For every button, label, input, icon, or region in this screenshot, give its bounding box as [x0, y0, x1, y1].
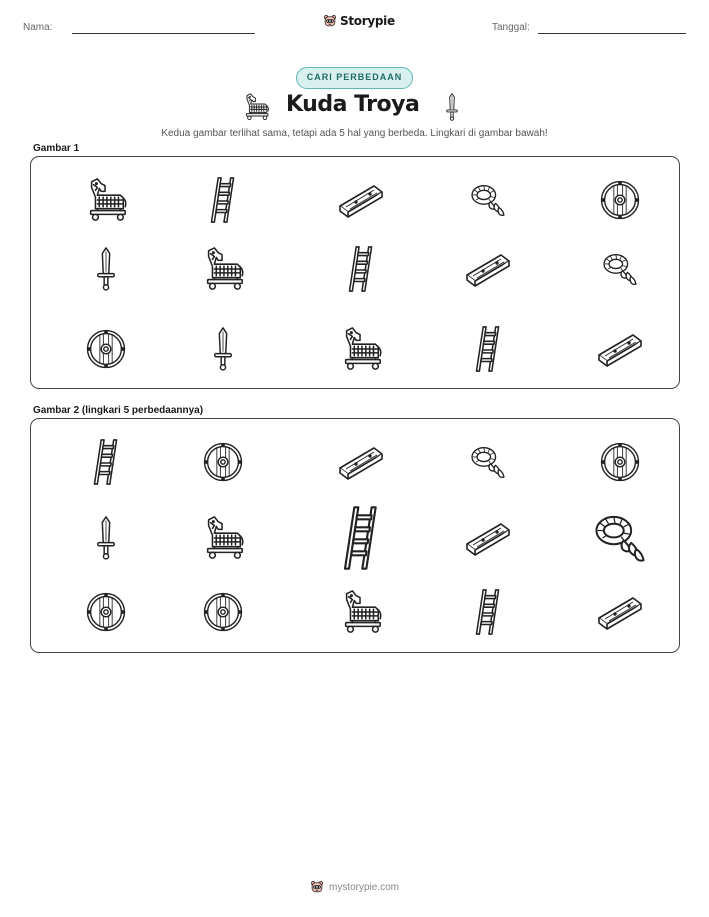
shield-icon [201, 440, 245, 484]
page-title: Kuda Troya [286, 92, 420, 117]
trojan-horse-icon [199, 245, 247, 293]
ladder-icon [341, 502, 381, 574]
footer-url[interactable]: mystorypie.com [328, 881, 399, 893]
ladder-icon [346, 245, 376, 293]
mascot-icon [310, 880, 324, 894]
panel2-item-r3-c3[interactable] [326, 577, 396, 647]
panel2-item-r3-c5[interactable] [585, 577, 655, 647]
panel1-item-r1-c1 [71, 165, 141, 235]
worksheet-header [0, 14, 709, 44]
mascot-icon [323, 14, 337, 28]
wooden-plank-icon [463, 518, 513, 558]
panel1-item-r2-c1 [71, 234, 141, 304]
shield-icon [84, 327, 128, 371]
shield-icon [598, 440, 642, 484]
name-label: Nama: [23, 22, 53, 33]
sword-icon [95, 514, 117, 562]
trojan-horse-icon [337, 325, 385, 373]
panel2-item-r2-c3[interactable] [326, 503, 396, 573]
instructions: Kedua gambar terlihat sama, tetapi ada 5 hal yang berbeda. Lingkari di gambar bawah! [161, 128, 548, 139]
sword-icon [95, 245, 117, 293]
rope-icon [589, 510, 651, 566]
date-field-line[interactable] [538, 33, 686, 34]
sword-icon [445, 92, 459, 122]
panel1-item-r3-c2 [188, 314, 258, 384]
ladder-icon [91, 438, 121, 486]
trojan-horse-icon [82, 176, 130, 224]
wooden-plank-icon [595, 592, 645, 632]
trojan-horse-icon [337, 588, 385, 636]
panel1-item-r2-c2 [188, 234, 258, 304]
wooden-plank-icon [336, 442, 386, 482]
brand-logo [323, 14, 395, 28]
panel2-item-r1-c5[interactable] [585, 427, 655, 497]
brand-name: Storypie [340, 14, 395, 28]
date-label: Tanggal: [492, 22, 530, 33]
panel2-label: Gambar 2 (lingkari 5 perbedaannya) [33, 405, 204, 416]
panel2-item-r1-c4[interactable] [453, 427, 523, 497]
panel1-item-r1-c3 [326, 165, 396, 235]
panel2-item-r3-c1[interactable] [71, 577, 141, 647]
wooden-plank-icon [336, 180, 386, 220]
picture-1-panel [30, 156, 680, 389]
panel2-item-r3-c2[interactable] [188, 577, 258, 647]
wooden-plank-icon [463, 249, 513, 289]
panel1-item-r1-c4 [453, 165, 523, 235]
panel1-item-r2-c3 [326, 234, 396, 304]
title-row [0, 92, 709, 124]
trojan-horse-icon [241, 92, 271, 122]
footer [0, 880, 709, 894]
rope-icon [467, 443, 509, 481]
name-field-line[interactable] [72, 33, 255, 34]
panel1-item-r3-c1 [71, 314, 141, 384]
ladder-icon [473, 325, 503, 373]
panel1-label: Gambar 1 [33, 143, 80, 154]
picture-2-panel [30, 418, 680, 653]
panel2-item-r3-c4[interactable] [453, 577, 523, 647]
panel2-item-r1-c3[interactable] [326, 427, 396, 497]
rope-icon [467, 181, 509, 219]
trojan-horse-icon [199, 514, 247, 562]
panel1-item-r1-c2 [188, 165, 258, 235]
shield-icon [598, 178, 642, 222]
ladder-icon [208, 176, 238, 224]
wooden-plank-icon [595, 329, 645, 369]
panel1-item-r3-c4 [453, 314, 523, 384]
ladder-icon [473, 588, 503, 636]
panel1-item-r1-c5 [585, 165, 655, 235]
panel1-item-r3-c5 [585, 314, 655, 384]
panel1-item-r3-c3 [326, 314, 396, 384]
sword-icon [212, 325, 234, 373]
panel2-item-r2-c4[interactable] [453, 503, 523, 573]
panel2-item-r2-c5[interactable] [585, 503, 655, 573]
panel1-item-r2-c5 [585, 234, 655, 304]
activity-badge: CARI PERBEDAAN [296, 67, 413, 89]
shield-icon [201, 590, 245, 634]
rope-icon [599, 250, 641, 288]
panel1-item-r2-c4 [453, 234, 523, 304]
panel2-item-r2-c1[interactable] [71, 503, 141, 573]
panel2-item-r1-c1[interactable] [71, 427, 141, 497]
shield-icon [84, 590, 128, 634]
panel2-item-r1-c2[interactable] [188, 427, 258, 497]
panel2-item-r2-c2[interactable] [188, 503, 258, 573]
